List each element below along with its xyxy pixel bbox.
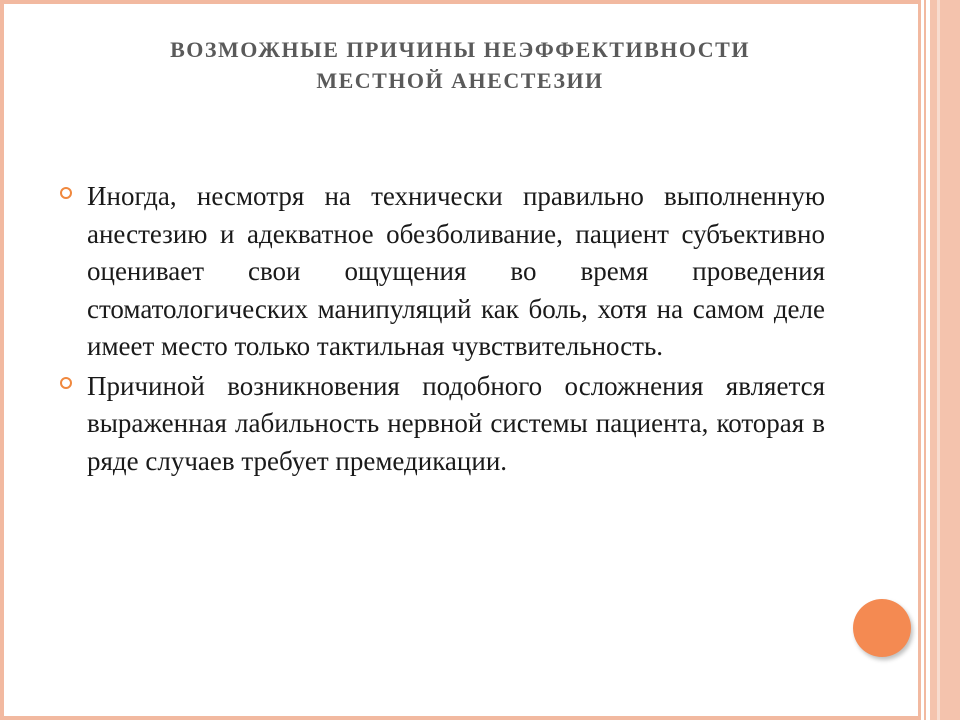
bullet-item: [60, 368, 825, 481]
bullet-list: [60, 178, 825, 482]
right-stripe: [924, 0, 926, 720]
right-stripe: [937, 0, 940, 720]
circle-bullet-icon: [60, 377, 72, 389]
slide-title-line-1: ВОЗМОЖНЫЕ ПРИЧИНЫ НЕЭФФЕКТИВНОСТИ: [170, 37, 750, 62]
frame-left-border: [0, 0, 4, 720]
right-stripe-band: [930, 0, 960, 720]
right-stripe: [918, 0, 921, 720]
bullet-item: [60, 178, 825, 366]
orange-circle-icon: [853, 599, 911, 657]
circle-bullet-icon: [60, 187, 72, 199]
frame-top-border: [0, 0, 920, 4]
frame-bottom-border: [0, 716, 920, 720]
bullet-text: Иногда, несмотря на технически правильно выполненную анестезию и адекватное обезболивание, пациент субъективно оценивает свои ощущения во время проведения стоматологических манипуляций как боль, хотя на самом деле имеет место только тактильная чувствительность.: [87, 181, 825, 361]
bullet-text: Причиной возникновения подобного осложнения является выраженная лабильность нервной системы пациента, которая в ряде случаев требует премедикации.: [87, 370, 825, 476]
slide-title-line-2: МЕСТНОЙ АНЕСТЕЗИИ: [316, 68, 604, 93]
slide-title: [60, 34, 860, 96]
